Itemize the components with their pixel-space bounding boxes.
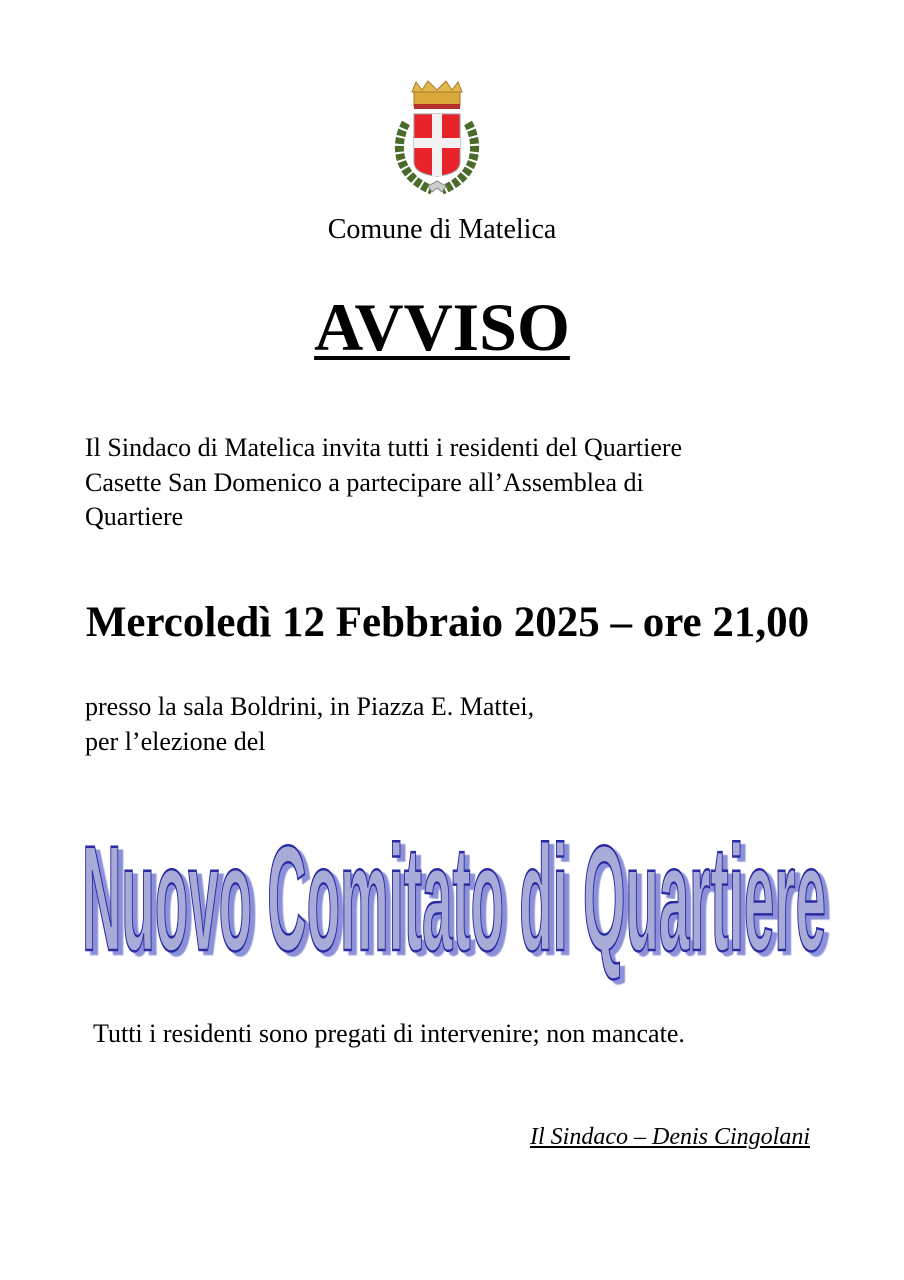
event-datetime: Mercoledì 12 Febbraio 2025 – ore 21,00 — [85, 599, 810, 646]
intro-line: Il Sindaco di Matelica invita tutti i residenti del Quartiere — [85, 433, 683, 462]
wordart-heading — [78, 820, 838, 990]
intro-paragraph — [85, 431, 845, 535]
mayor-signature: Il Sindaco – Denis Cingolani — [530, 1124, 810, 1150]
notice-title: AVVISO — [314, 289, 570, 365]
closing-text: Tutti i residenti sono pregati di intervenire; non mancate. — [93, 1019, 685, 1048]
location-line: per l’elezione del — [85, 726, 266, 756]
wordart-text: Nuovo Comitato di Quartiere — [82, 820, 826, 982]
coat-of-arms-logo — [392, 78, 482, 198]
municipality-name: Comune di Matelica — [327, 214, 557, 245]
location-paragraph — [85, 690, 534, 759]
intro-line: Quartiere — [85, 502, 184, 531]
location-line: presso la sala Boldrini, in Piazza E. Mattei, — [85, 692, 535, 721]
intro-line: Casette San Domenico a partecipare all’Assemblea di — [85, 467, 644, 497]
